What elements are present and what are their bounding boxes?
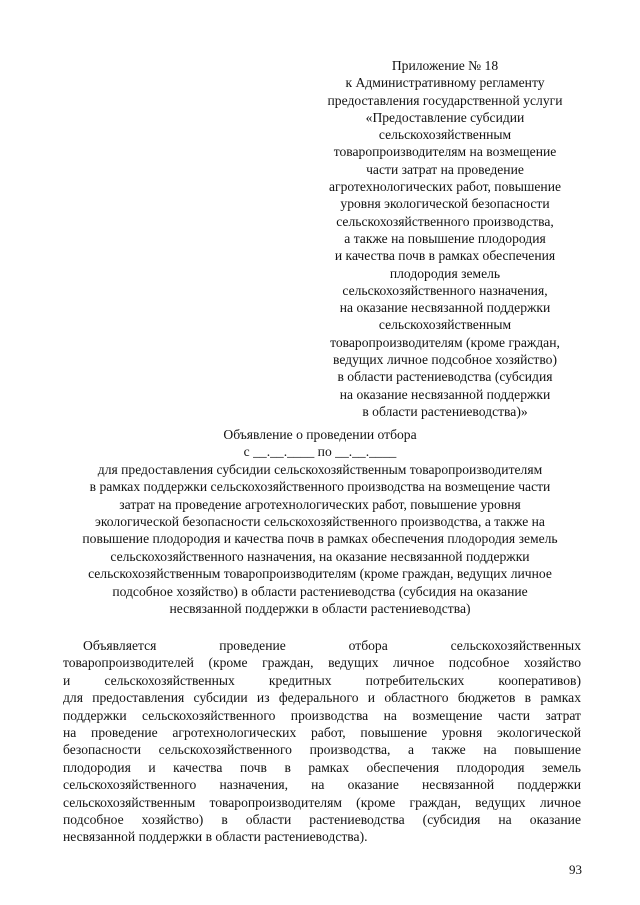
announcement-line: несвязанной поддержки в области растениеводства) [169,601,471,617]
body-line: для предоставления субсидии из федерального и областного бюджетов в рамках [63,690,581,706]
announcement-line: в рамках поддержки сельскохозяйственного производства на возмещение части [89,479,551,495]
page-number: 93 [569,862,582,877]
appendix-line: уровня экологической безопасности [340,196,550,212]
announcement-block [40,426,600,617]
body-paragraph [63,637,581,846]
appendix-header [290,57,600,420]
appendix-line: плодородия земель [389,265,501,281]
appendix-line: сельскохозяйственного производства, [336,213,554,229]
appendix-line: сельскохозяйственным [378,317,512,333]
appendix-line: части затрат на проведение [366,161,524,177]
appendix-line: на оказание несвязанной поддержки [339,386,551,402]
announcement-line: подсобное хозяйство) в области растениеводства (субсидия на оказание [112,583,528,599]
body-line: и сельскохозяйственных кредитных потребительских кооперативов) [63,672,581,688]
body-line: несвязанной поддержки в области растениеводства). [63,829,368,845]
appendix-line: предоставления государственной услуги [327,92,563,108]
appendix-line: агротехнологических работ, повышение [328,179,562,195]
appendix-line: сельскохозяйственного назначения, [342,282,548,298]
announcement-line: затрат на проведение агротехнологических работ, повышение уровня [119,496,521,512]
body-line: Объявляется проведение отбора сельскохозяйственных [83,638,581,653]
appendix-line: на оказание несвязанной поддержки [339,300,551,316]
announcement-line: сельскохозяйственным товаропроизводителям (кроме граждан, ведущих личное [88,566,552,582]
announcement-line: повышение плодородия и качества почв в рамках обеспечения плодородия земель [82,531,558,547]
appendix-line: и качества почв в рамках обеспечения [334,248,556,264]
appendix-line: к Административному регламенту [345,75,545,91]
appendix-line: в области растениеводства (субсидия [337,369,553,385]
body-line: подсобное хозяйство) в области растениеводства (субсидия на оказание [63,811,581,827]
appendix-line: товаропроизводителям на возмещение [333,144,557,160]
body-line: товаропроизводителей (кроме граждан, ведущих личное подсобное хозяйство [63,655,581,671]
announcement-line: сельскохозяйственного назначения, на оказание несвязанной поддержки [110,548,530,564]
body-line: безопасности сельскохозяйственного производства, а также на повышение [63,742,581,758]
announcement-line: экологической безопасности сельскохозяйственного производства, а также на [95,514,545,530]
announcement-title: Объявление о проведении отбора [223,427,417,442]
body-line: поддержки сельскохозяйственного производства на возмещение части затрат [63,707,581,723]
appendix-line: «Предоставление субсидии [365,109,525,125]
appendix-line: Приложение № 18 [391,58,499,73]
body-line: плодородия и качества почв в рамках обеспечения плодородия земель [63,759,581,775]
appendix-line: в области растениеводства)» [362,403,528,419]
body-line: сельскохозяйственным товаропроизводителям (кроме граждан, ведущих личное [63,794,581,810]
announcement-line: для предоставления субсидии сельскохозяйственным товаропроизводителям [97,461,543,477]
body-line: сельскохозяйственного назначения, на оказание несвязанной поддержки [63,777,581,793]
body-line: на проведение агротехнологических работ, повышение уровня экологической [63,724,581,740]
announcement-dates: с __.__.____ по __.__.____ [243,444,397,460]
appendix-line: товаропроизводителям (кроме граждан, [330,334,560,350]
appendix-line: а также на повышение плодородия [344,230,546,246]
appendix-line: ведущих личное подсобное хозяйство) [332,352,558,368]
appendix-line: сельскохозяйственным [378,127,512,143]
